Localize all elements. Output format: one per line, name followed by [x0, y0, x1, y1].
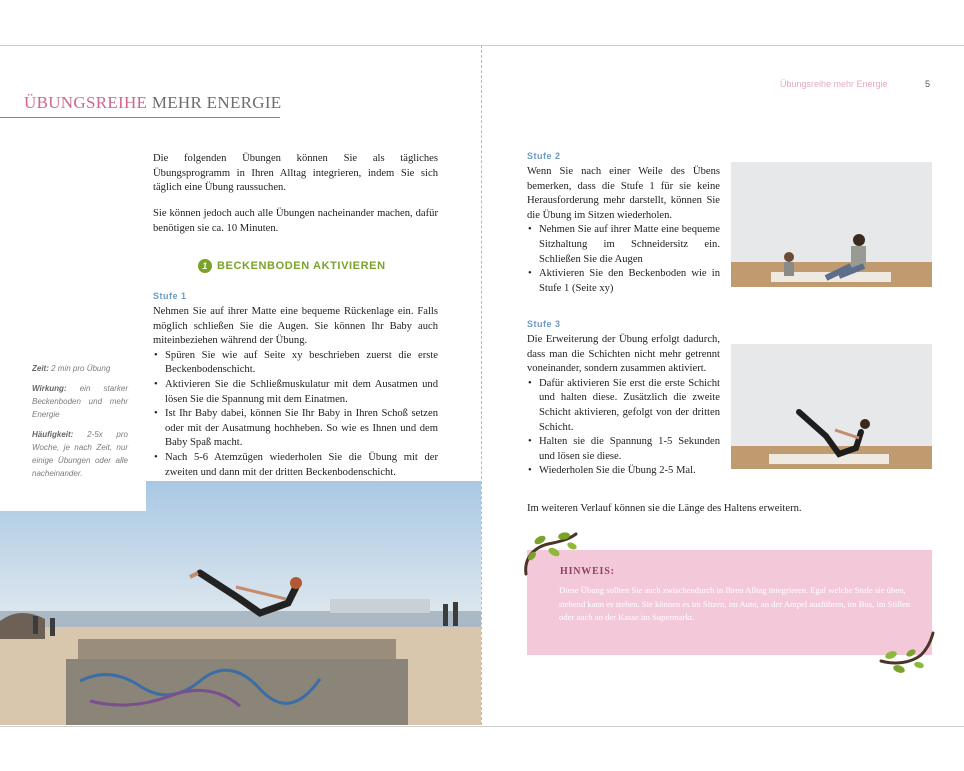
stufe-2-photo	[731, 162, 932, 287]
list-item: • Aktivieren Sie den Beckenboden wie in Stufe 1 (Seite xy)	[539, 267, 720, 296]
list-item: • Dafür aktivieren Sie erst die erste Schicht und halten diese. Zusätzlich die zweite Schicht aktivieren, gefolgt von der dritten Schicht.	[539, 377, 720, 435]
list-item: • Wiederholen Sie die Übung 2-5 Mal.	[539, 464, 720, 479]
branch-decoration-icon	[518, 530, 580, 578]
stufe-2-list	[527, 223, 720, 296]
page-title	[24, 93, 282, 113]
stufe-3-block	[527, 333, 720, 479]
page-gutter	[481, 45, 482, 725]
info-sidebar	[32, 362, 128, 487]
stufe-1-block	[153, 305, 438, 480]
zeit-label: Zeit:	[32, 364, 49, 373]
zeit-value: 2 min pro Übung	[51, 364, 111, 373]
section-heading	[198, 259, 386, 273]
page-number: 5	[925, 79, 931, 89]
list-item: • Aktivieren Sie die Schließmuskulatur mit dem Ausatmen und lösen Sie die Spannung mit dem Einatmen.	[165, 378, 438, 407]
wirkung-value: ein starker Beckenboden und mehr Energie	[32, 384, 128, 419]
list-item: • Spüren Sie wie auf Seite xy beschrieben zuerst die erste Beckenbodenschicht.	[165, 349, 438, 378]
stufe-1-list	[153, 349, 438, 480]
hint-title: HINWEIS:	[560, 566, 615, 577]
intro-paragraph-1: Die folgenden Übungen können Sie als tägliches Übungsprogramm in Ihren Alltag integrieren, indem Sie sich täglich eine Übung raussuchen.	[153, 153, 438, 194]
boat-pose-illustration	[731, 344, 932, 469]
hint-box	[527, 550, 932, 655]
running-head: Übungsreihe mehr Energie	[780, 79, 888, 89]
haeufigkeit-label: Häufigkeit:	[32, 430, 74, 439]
beach-photo-illustration	[0, 481, 481, 725]
after-paragraph: Im weiteren Verlauf können sie die Länge des Haltens erweitern.	[527, 503, 802, 514]
stufe-3-list	[527, 377, 720, 479]
page-title-gray: MEHR ENERGIE	[151, 93, 282, 112]
stufe-2-text: Wenn Sie nach einer Weile des Übens bemerken, dass die Stufe 1 für sie keine Herausforderung mehr darstellt, können Sie die Übung im Sitzen wiederholen.	[527, 166, 720, 221]
intro-paragraph-2: Sie können jedoch auch alle Übungen nacheinander machen, dafür benötigen sie ca. 10 Minuten.	[153, 208, 438, 234]
stufe-1-label: Stufe 1	[153, 291, 187, 301]
wirkung-label: Wirkung:	[32, 384, 67, 393]
seated-exercise-illustration	[731, 162, 932, 287]
section-title: BECKENBODEN AKTIVIEREN	[217, 260, 386, 272]
stufe-1-text: Nehmen Sie auf ihrer Matte eine bequeme Rückenlage ein. Falls möglich schließen Sie die Augen. Sie können Ihr Baby auch miteinbeziehen während der Übung.	[153, 306, 438, 347]
photo-notch	[0, 481, 146, 511]
list-item: • Nach 5-6 Atemzügen wiederholen Sie die Übung mit der zweiten und dann mit der dritten Beckenbodenschicht.	[165, 451, 438, 480]
hint-text: Diese Übung sollten Sie auch zwischendurch in Ihren Alltag integrieren. Egal welche Stufe sie üben, stehend kann es stehen. Sie können es im Sitzen, im Auto, an der Ampel ausführen, im Bus, im Stillen oder auch an der Kasse im Supermarkt.	[559, 585, 911, 622]
stufe-3-photo	[731, 344, 932, 469]
list-item: • Nehmen Sie auf ihrer Matte eine bequeme Sitzhaltung im Schneidersitz ein. Schließen Sie die Augen	[539, 223, 720, 267]
beach-yoga-photo	[0, 481, 481, 725]
stufe-3-text: Die Erweiterung der Übung erfolgt dadurch, dass man die Schichten nicht mehr getrennt voneinander, sondern zusammen aktiviert.	[527, 334, 720, 375]
branch-decoration-icon	[877, 631, 937, 673]
list-item: • Ist Ihr Baby dabei, können Sie Ihr Baby in Ihren Schoß setzen oder mit der Ausatmung hochheben. So wie es Ihnen und dem Baby Spaß macht.	[165, 407, 438, 451]
stufe-3-label: Stufe 3	[527, 319, 561, 329]
list-item: • Halten sie die Spannung 1-5 Sekunden und lösen sie diese.	[539, 435, 720, 464]
stufe-2-label: Stufe 2	[527, 151, 561, 161]
page-title-pink: ÜBUNGSREIHE	[24, 93, 148, 112]
section-number-badge: 1	[198, 259, 212, 273]
stufe-2-block	[527, 165, 720, 296]
title-rule	[0, 117, 280, 118]
haeufigkeit-value: 2-5x pro Woche, je nach Zeit, nur einige Übungen oder alle nacheinander.	[32, 430, 128, 478]
